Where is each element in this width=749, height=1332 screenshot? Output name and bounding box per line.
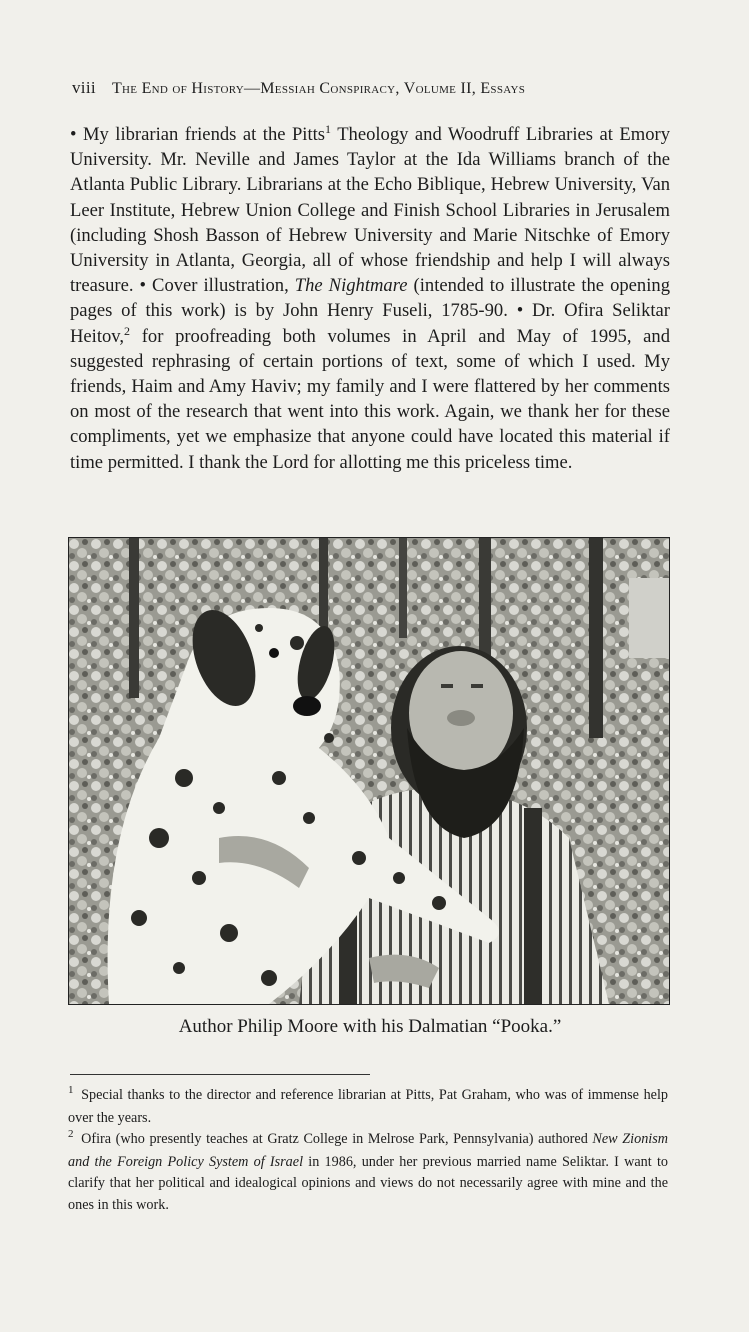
running-title: The End of History—Messiah Conspiracy, Volume II, Essays (111, 80, 526, 97)
footnote-ref-2: 2 (124, 323, 131, 338)
text-run: (intended to illustrate the opening pages of this work) is by John Henry Fuseli, 1785-90. • Dr. Ofira Seliktar Heitov, (70, 275, 670, 347)
photo-caption: Author Philip Moore with his Dalmatian “Pooka.” (178, 1016, 562, 1037)
text-run: for proofreading both volumes in April and May of 1995, and suggested rephrasing of certain portions of text, some of which I used. My friends, Haim and Amy Haviv; my family and I were flattered by her comments on most of the research that went into this work. Again, we thank her for these compliments, yet we emphasize that anyone could have located this material if time permitted. I thank the Lord for allotting me this priceless time. (70, 325, 670, 473)
footnote-divider (70, 1074, 370, 1075)
photo-illustration (69, 538, 669, 1004)
footnote-text: Special thanks to the director and reference librarian at Pitts, Pat Graham, who was of immense help over the years. (68, 1087, 668, 1126)
footnote-text: Ofira (who presently teaches at Gratz College in Melrose Park, Pennsylvania) authored (76, 1131, 593, 1148)
book-title: New Zionism and the Foreign Policy System of Israel (68, 1131, 668, 1170)
footnote-1 (68, 1085, 668, 1129)
text-run: • My librarian friends at the Pitts (70, 124, 326, 145)
acknowledgments-text (70, 122, 670, 475)
text-run: Theology and Woodruff Libraries at Emory University. Mr. Neville and James Taylor at the Ida Williams branch of the Atlanta Public Library. Librarians at the Echo Biblique, Hebrew University, Van Leer Institute, Hebrew Union College and Finish School Libraries in Jerusalem (including Shosh Basson of Hebrew University and Marie Nitschke of Emory University in Atlanta, Georgia, all of whose friendship and help I will always treasure. • Cover illustration, (70, 124, 670, 297)
footnote-mark-1: 1 (68, 1084, 74, 1096)
acknowledgments-paragraph (70, 122, 670, 475)
footnote-mark-2: 2 (68, 1128, 74, 1141)
page-number: viii (72, 78, 96, 97)
running-head (72, 78, 672, 98)
footnote-2 (68, 1129, 668, 1216)
footnote-ref-1: 1 (325, 121, 332, 136)
footnotes (68, 1085, 668, 1217)
author-photo (68, 537, 670, 1005)
footnote-text: in 1986, under her previous married name Seliktar. I want to clarify that her political and idealogical opinions and views do not necessarily agree with mine and the ones in this work. (68, 1153, 668, 1213)
book-title: The Nightmare (294, 275, 408, 297)
